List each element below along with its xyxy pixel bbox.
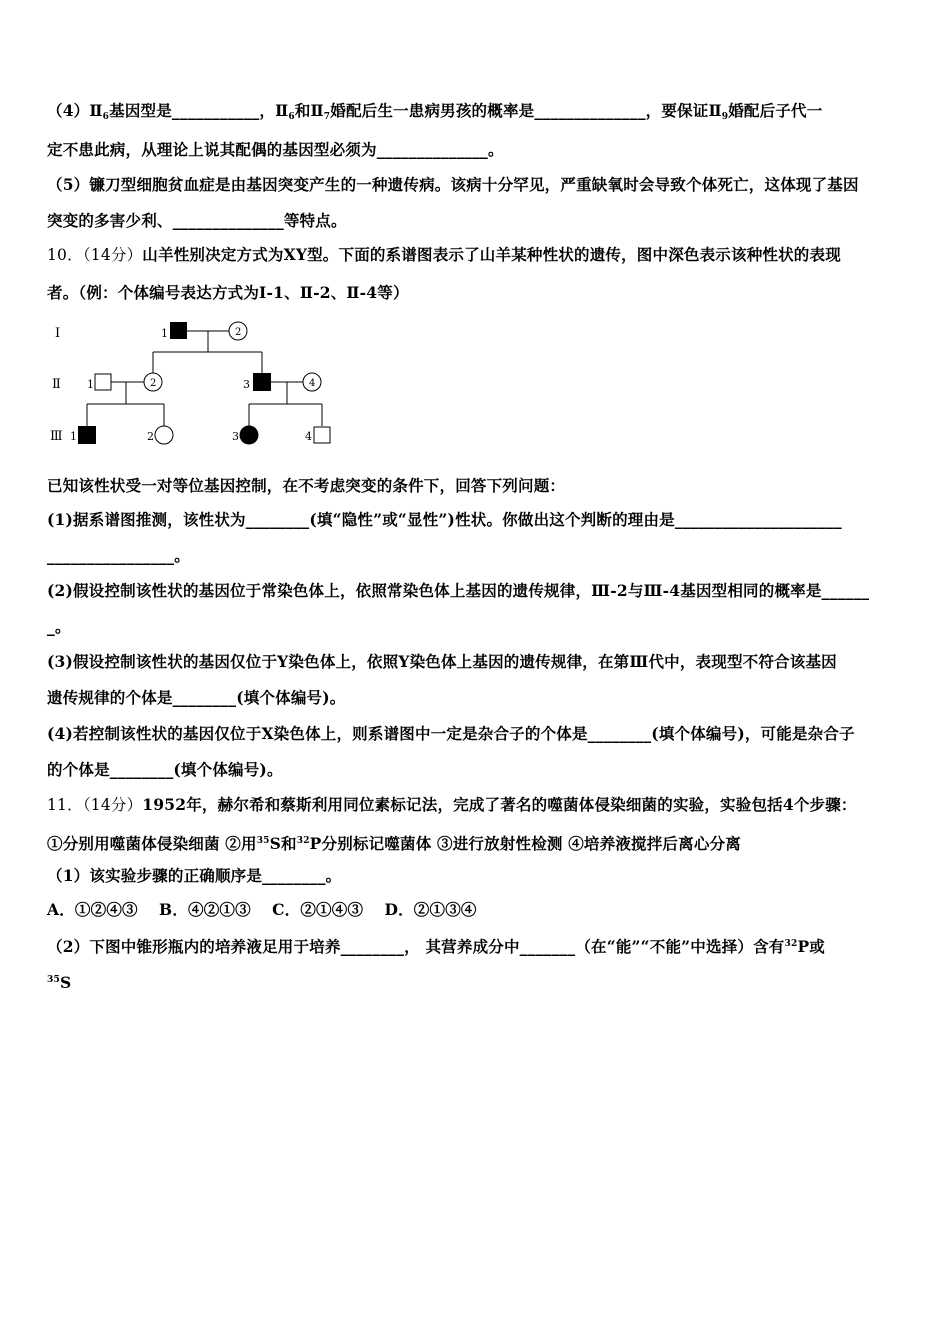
- individual-III-4-normal-male: [314, 427, 330, 443]
- q10-known: 已知该性状受一对等位基因控制，在不考虑突变的条件下，回答下列问题：: [47, 476, 566, 495]
- label-I-2: 2: [235, 327, 242, 338]
- q11-sub2-line2: $^{35}$S: [47, 973, 72, 992]
- generation-label-2: Ⅱ: [52, 377, 61, 392]
- q11-sub1: （1）该实验步骤的正确顺序是________。: [47, 866, 342, 885]
- q10-number: 10．（14分）: [47, 246, 143, 264]
- q11-steps: ①分别用噬菌体侵染细菌 ②用$^{35}$S和$^{32}$P分别标记噬菌体 ③进行放射性检测 ④培养液搅拌后离心分离: [47, 834, 741, 853]
- label-III-1: 1: [70, 430, 77, 443]
- label-II-4: 4: [309, 378, 316, 389]
- q11-options: A．①②④③ B．④②①③ C．②①④③ D．②①③④: [47, 900, 477, 919]
- q9-part5-line1: （5）镰刀型细胞贫血症是由基因突变产生的一种遗传病。该病十分罕见，严重缺氧时会导致个体死亡，这体现了基因: [47, 175, 859, 194]
- individual-II-1-normal-male: [95, 374, 111, 390]
- q9-part5-line2: 突变的多害少利、______________等特点。: [47, 211, 347, 230]
- generation-label-1: Ⅰ: [55, 326, 61, 341]
- q10-sub3-line1: (3)假设控制该性状的基因仅位于Y染色体上，依照Y染色体上基因的遗传规律，在第Ⅲ代中，表现型不符合该基因: [47, 652, 837, 671]
- label-I-1: 1: [161, 327, 168, 340]
- q10-sub4-line2: 的个体是________(填个体编号)。: [47, 760, 283, 779]
- label-II-1: 1: [87, 378, 94, 391]
- label-II-3: 3: [243, 378, 250, 391]
- individual-II-3-affected-male: [253, 373, 271, 391]
- q10-sub4-line1: (4)若控制该性状的基因仅位于X染色体上，则系谱图中一定是杂合子的个体是________(填个体编号)，可能是杂合子: [47, 724, 855, 743]
- individual-I-1-affected-male: [170, 322, 187, 339]
- q10-sub2-line2: _。: [47, 617, 71, 636]
- q10-stem-line2: 者。（例：个体编号表达方式为Ⅰ-1、Ⅱ-2、Ⅱ-4等）: [47, 283, 409, 302]
- pedigree-chart: [40, 312, 340, 452]
- q10-sub2-line1: (2)假设控制该性状的基因位于常染色体上，依照常染色体上基因的遗传规律，Ⅲ-2与Ⅲ-4基因型相同的概率是______: [47, 581, 870, 600]
- q11-number: 11．（14分）: [47, 796, 143, 814]
- q11-sub2-line1: （2）下图中锥形瓶内的培养液足用于培养________， 其营养成分中_______（在“能”“不能”中选择）含有$^{32}$P或: [47, 937, 825, 956]
- label-III-2: 2: [147, 430, 154, 443]
- q10-sub1-line2: ________________。: [47, 546, 190, 565]
- q11-stem: 11．（14分）1952年，赫尔希和蔡斯利用同位素标记法，完成了著名的噬菌体侵染细菌的实验，实验包括4个步骤：: [47, 795, 857, 814]
- individual-III-1-affected-male: [78, 426, 96, 444]
- q9-part4-line2: 定不患此病，从理论上说其配偶的基因型必须为______________。: [47, 140, 504, 159]
- label-II-2: 2: [150, 378, 157, 389]
- label-III-4: 4: [305, 430, 312, 443]
- q10-sub3-line2: 遗传规律的个体是________(填个体编号)。: [47, 688, 346, 707]
- individual-III-3-affected-female: [240, 426, 259, 445]
- q10-sub1-line1: (1)据系谱图推测，该性状为________(填“隐性”或“显性”)性状。你做出这个判断的理由是_____________________: [47, 510, 842, 529]
- individual-III-2-normal-female: [155, 426, 173, 444]
- label-III-3: 3: [232, 430, 239, 443]
- q9-part4-line1: $(4)Ⅱ_6$基因型是___________，$Ⅱ_6$和$Ⅱ_7$婚配后生一患病男孩的概率是______________，要保证$Ⅱ_9$婚配后子代一: [47, 101, 823, 122]
- q10-stem-line1: 10．（14分）山羊性别决定方式为XY型。下面的系谱图表示了山羊某种性状的遗传，图中深色表示该种性状的表现: [47, 245, 841, 264]
- generation-label-3: Ⅲ: [50, 429, 63, 444]
